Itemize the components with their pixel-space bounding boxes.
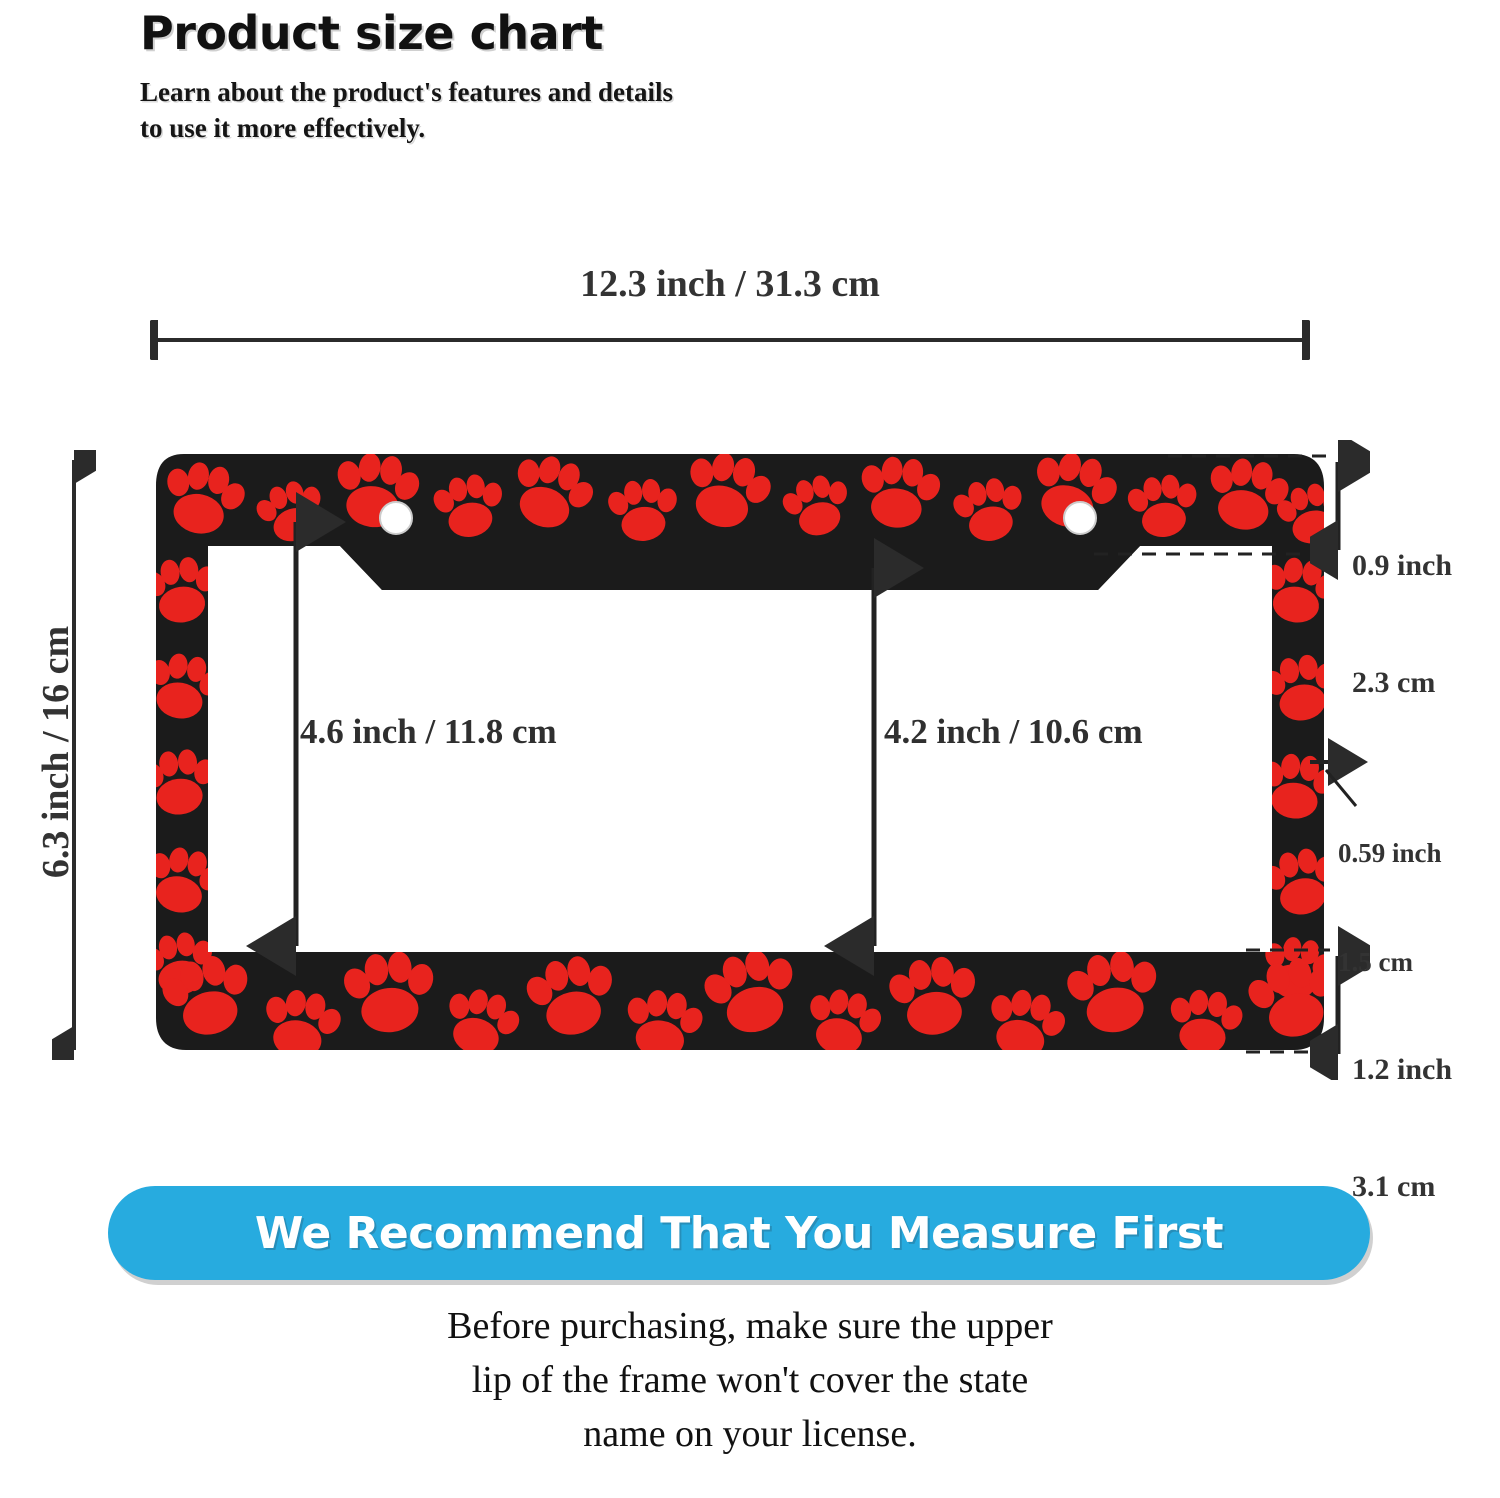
footer-line-3: name on your license. xyxy=(583,1412,917,1455)
banner-text: We Recommend That You Measure First xyxy=(254,1207,1224,1259)
overall-height-arrow xyxy=(52,450,96,1060)
overall-width-label: 12.3 inch / 31.3 cm xyxy=(580,263,880,305)
license-plate-frame-diagram xyxy=(150,440,1330,1065)
subtitle-line-1: Learn about the product's features and details xyxy=(140,77,674,107)
top-lip-inch: 0.9 inch xyxy=(1352,549,1453,582)
bottom-rail-dimension-label xyxy=(1352,972,1500,1245)
window-height-left-label: 4.6 inch / 11.8 cm xyxy=(300,712,557,751)
bottom-rail-inch: 1.2 inch xyxy=(1352,1053,1453,1086)
recommendation-banner xyxy=(108,1186,1370,1280)
header xyxy=(140,0,1240,147)
overall-width-arrow xyxy=(150,320,1310,360)
page-subtitle xyxy=(140,74,1240,147)
footer-line-2: lip of the frame won't cover the state xyxy=(471,1358,1029,1401)
bottom-rail-cm: 3.1 cm xyxy=(1352,1170,1436,1203)
footer-note xyxy=(150,1300,1350,1462)
top-lip-cm: 2.3 cm xyxy=(1352,666,1436,699)
footer-line-1: Before purchasing, make sure the upper xyxy=(447,1305,1053,1347)
side-rail-cm: 1.5 cm xyxy=(1338,947,1413,978)
overall-height-label: 6.3 inch / 16 cm xyxy=(35,625,77,879)
subtitle-line-2: to use it more effectively. xyxy=(140,113,426,144)
top-lip-dimension-label xyxy=(1352,468,1500,741)
side-rail-inch: 0.59 inch xyxy=(1338,837,1442,868)
page-title: Product size chart xyxy=(140,6,603,60)
window-height-right-label: 4.2 inch / 10.6 cm xyxy=(884,712,1143,751)
